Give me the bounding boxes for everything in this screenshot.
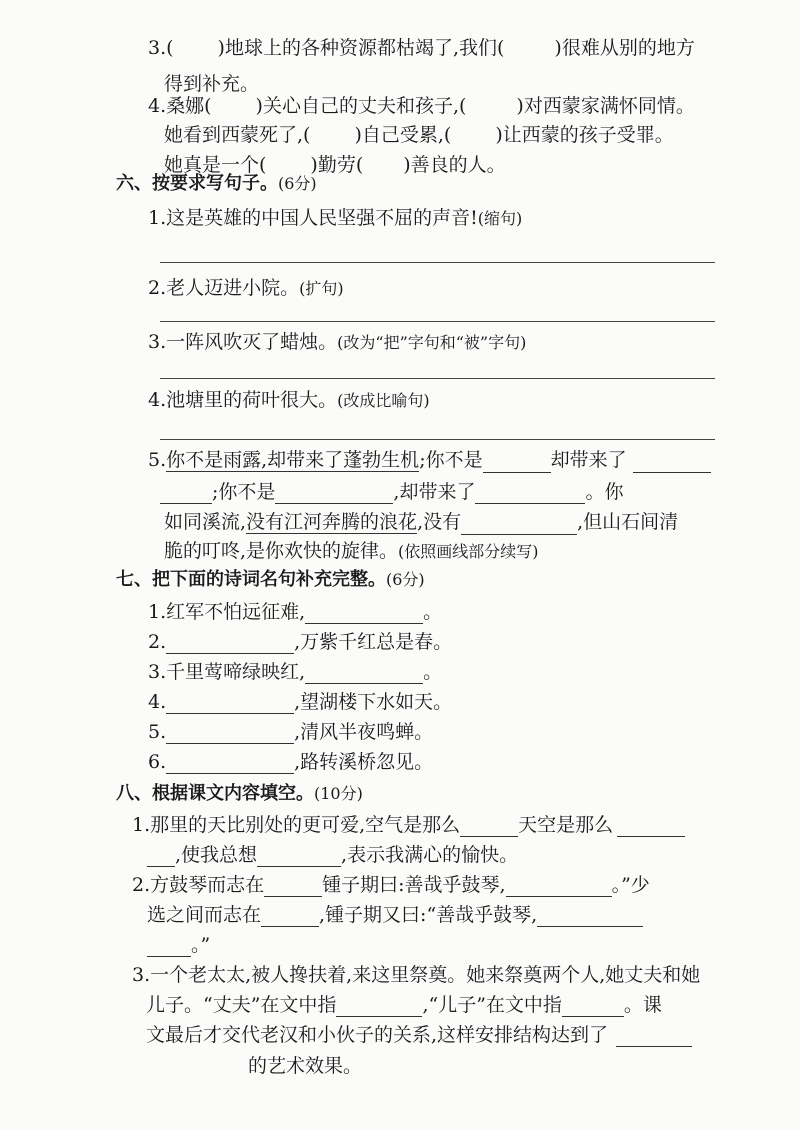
text: 1.红军不怕远征难,: [148, 601, 306, 623]
text: 6.: [148, 751, 167, 773]
s8-q3-line1: [132, 963, 700, 987]
answer-blank[interactable]: [147, 936, 191, 957]
s6-q5-line3: [164, 510, 678, 535]
text: )很难从别的地方: [554, 37, 695, 59]
text: 2.老人迈进小院。: [148, 277, 300, 299]
text: 4.池塘里的荷叶很大。: [148, 389, 338, 411]
text: ,使我总想: [175, 844, 258, 866]
text: 却带来了: [550, 449, 627, 471]
s6-q5-line4: [164, 539, 539, 564]
text: ,表示我满心的愉快。: [341, 844, 519, 866]
section8-heading: [116, 782, 363, 806]
s8-q1-line2: [147, 843, 518, 867]
answer-blank[interactable]: [461, 514, 577, 535]
text: 如同溪流,: [164, 511, 247, 533]
s8-q3-line2: [146, 993, 662, 1017]
text: ,清风半夜鸣蝉。: [294, 721, 434, 743]
answer-blank[interactable]: [166, 753, 294, 774]
q5-3-line2: 得到补充。: [164, 73, 260, 95]
note: (扩句): [299, 279, 344, 298]
answer-blank[interactable]: [166, 723, 294, 744]
section-score: (6分): [386, 570, 425, 589]
text: 。: [423, 601, 443, 623]
text: ,望湖楼下水如天。: [294, 691, 453, 713]
section-title: 七、把下面的诗词名句补充完整。: [116, 569, 386, 590]
text: 天空是那么: [518, 814, 614, 836]
s8-q3-line4: 的艺术效果。: [248, 1055, 363, 1077]
s7-q5: [148, 720, 433, 744]
text: 5.: [148, 449, 167, 471]
answer-blank[interactable]: [506, 876, 612, 897]
note: (改成比喻句): [337, 391, 430, 410]
note: (依照画线部分续写): [398, 542, 539, 561]
text: 2.方鼓琴而志在: [132, 874, 265, 896]
answer-blank[interactable]: [160, 483, 212, 504]
section7-heading: [116, 568, 425, 592]
text: ;你不是: [419, 449, 483, 471]
section-score: (6分): [278, 174, 317, 193]
answer-blank[interactable]: [617, 816, 685, 837]
answer-blank[interactable]: [616, 1026, 692, 1047]
q5-3-line1: [148, 36, 695, 60]
text: ,却带来了: [393, 481, 476, 503]
text: 5.: [148, 721, 167, 743]
s6-q1: [148, 206, 522, 231]
answer-blank[interactable]: [336, 996, 422, 1017]
text: 1.这是英雄的中国人民坚强不屈的声音!: [148, 207, 478, 229]
note: (改为“把”字句和“被”字句): [337, 333, 527, 352]
answer-blank[interactable]: [562, 996, 624, 1017]
s6-q4: [148, 388, 430, 413]
text: )勤劳(: [310, 154, 364, 176]
text: 她真是一个(: [164, 154, 267, 176]
answer-line[interactable]: [160, 439, 715, 440]
s7-q3: [148, 660, 442, 684]
answer-blank[interactable]: [305, 603, 423, 624]
text: 3.一个老太太,被人搀扶着,来这里祭奠。她来祭奠两个人,她丈夫和她: [132, 964, 701, 986]
section6-heading: [116, 172, 317, 196]
text: 儿子。“丈夫”在文中指: [146, 994, 337, 1016]
s6-q5-line2: [160, 480, 623, 504]
answer-blank[interactable]: [483, 452, 551, 473]
text: 4.桑娜(: [148, 95, 212, 117]
text: )对西蒙家满怀同情。: [516, 95, 695, 117]
text: 选之间而志在: [147, 904, 262, 926]
answer-line[interactable]: [160, 262, 715, 263]
underlined-text: 没有江河奔腾的浪花: [246, 511, 418, 533]
answer-blank[interactable]: [460, 816, 518, 837]
text: )自己受累,(: [354, 124, 452, 146]
answer-blank[interactable]: [275, 483, 393, 504]
text: 脆的叮咚,是你欢快的旋律。: [164, 540, 399, 562]
text: ,但山石间清: [577, 511, 679, 533]
text: )善良的人。: [403, 154, 506, 176]
answer-line[interactable]: [160, 378, 715, 379]
text: 1.那里的天比别处的更可爱,空气是那么: [132, 814, 461, 836]
text: 。课: [623, 994, 662, 1016]
text: 。”: [191, 934, 211, 956]
answer-blank[interactable]: [537, 906, 643, 927]
text: )关心自己的丈夫和孩子,(: [255, 95, 467, 117]
s8-q2-line1: [132, 873, 650, 897]
answer-blank[interactable]: [305, 663, 423, 684]
answer-blank[interactable]: [261, 906, 319, 927]
s7-q1: [148, 600, 442, 624]
section-title: 六、按要求写句子。: [116, 173, 278, 194]
answer-blank[interactable]: [264, 876, 322, 897]
s7-q2: [148, 630, 452, 654]
s7-q6: [148, 750, 433, 774]
text: 3.千里莺啼绿映红,: [148, 661, 306, 683]
q5-4-line1: [148, 94, 695, 118]
section-title: 八、根据课文内容填空。: [116, 783, 314, 804]
text: 。你: [585, 481, 624, 503]
s8-q3-line3: [146, 1023, 692, 1047]
text: 3.一阵风吹灭了蜡烛。: [148, 331, 338, 353]
s6-q2: [148, 276, 344, 301]
s8-q1-line1: [132, 813, 685, 837]
text: 3.(: [148, 37, 174, 59]
text: 2.: [148, 631, 167, 653]
answer-blank[interactable]: [166, 633, 294, 654]
text: 她看到西蒙死了,(: [164, 124, 311, 146]
text: ,路转溪桥忽见。: [294, 751, 434, 773]
text: 4.: [148, 691, 167, 713]
q5-4-line2: [164, 123, 674, 147]
text: 文最后才交代老汉和小伙子的关系,这样安排结构达到了: [146, 1024, 609, 1046]
underlined-text: 你不是雨露,却带来了蓬勃生机: [166, 449, 420, 471]
text: )地球上的各种资源都枯竭了,我们(: [217, 37, 505, 59]
s8-q2-line3: [147, 933, 210, 957]
text: ,没有: [417, 511, 462, 533]
s7-q4: [148, 690, 452, 714]
note: (缩句): [477, 209, 523, 228]
answer-blank[interactable]: [633, 452, 711, 473]
text: ,万紫千红总是春。: [294, 631, 453, 653]
text: )让西蒙的孩子受罪。: [495, 124, 674, 146]
text: 锺子期曰:善哉乎鼓琴,: [322, 874, 506, 896]
answer-blank[interactable]: [147, 846, 175, 867]
answer-blank[interactable]: [257, 846, 341, 867]
section-score: (10分): [314, 784, 363, 803]
text: ,“儿子”在文中指: [422, 994, 562, 1016]
s8-q2-line2: [147, 903, 643, 927]
s6-q5-line1: [148, 448, 711, 473]
answer-blank[interactable]: [166, 693, 294, 714]
text: 。: [423, 661, 443, 683]
text: 。”少: [611, 874, 650, 896]
s6-q3: [148, 330, 526, 355]
answer-blank[interactable]: [475, 483, 585, 504]
text: ,锺子期又曰:“善哉乎鼓琴,: [319, 904, 538, 926]
answer-line[interactable]: [160, 321, 715, 322]
text: ;你不是: [212, 481, 276, 503]
